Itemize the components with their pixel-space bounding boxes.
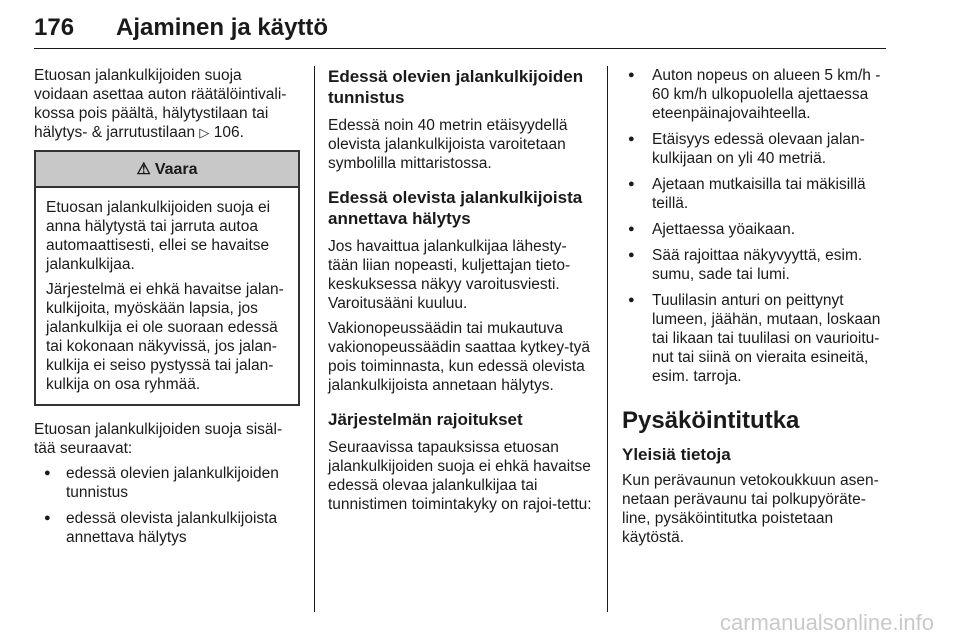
warning-triangle-icon: ⚠: [136, 161, 151, 178]
list-item: ● edessä olevien jalankulkijoiden tunnistus: [34, 464, 300, 502]
detection-paragraph: Edessä noin 40 metrin etäisyydellä olevista jalankulkijoista varoitetaan symbolilla mittaristossa.: [328, 117, 568, 172]
general-paragraph: Kun perävaunun vetokoukkuun asen-netaan perävaunu tai polkupyöräte-line, pysäköintitutka poistetaan käytöstä.: [622, 472, 879, 546]
warning-paragraph: Etuosan jalankulkijoiden suoja ei anna hälytystä tai jarruta autoa automaattisesti, ellei se havaitse jalankulkijaa.: [46, 199, 271, 273]
section-heading-limitations: Järjestelmän rajoitukset: [328, 410, 523, 429]
limitations-paragraph: Seuraavissa tapauksissa etuosan jalankulkijoiden suoja ei ehkä havaitse edessä olevaa jalankulkijaa tai tunnistimen toimintakyky on rajoi-tettu:: [328, 439, 592, 513]
column-divider: [314, 66, 315, 612]
chapter-heading-parking: Pysäköintitutka: [622, 407, 800, 434]
list-item: ● Etäisyys edessä olevaan jalan-kulkijaan on yli 40 metriä.: [622, 130, 886, 168]
page-reference-icon: ▷: [199, 125, 210, 140]
warning-header: [36, 152, 298, 188]
list-item: ● Sää rajoittaa näkyvyyttä, esim. sumu, sade tai lumi.: [622, 246, 886, 284]
page-title: Ajaminen ja käyttö: [116, 14, 329, 41]
page-header: [34, 14, 886, 49]
warning-box: [34, 150, 300, 406]
section-heading-general: Yleisiä tietoja: [622, 445, 731, 464]
column-divider: [607, 66, 608, 612]
warning-title: Vaara: [154, 161, 198, 178]
watermark: carmanualsonline.info: [719, 610, 934, 635]
column-middle: [328, 66, 592, 520]
page-number: 176: [34, 14, 75, 41]
column-left: [34, 66, 300, 555]
alert-paragraph: Jos havaittua jalankulkijaa lähesty-tään liian nopeasti, kuljettajan tieto-keskuksessa näkyy varoitusviesti. Varoitusääni kuuluu.: [328, 238, 571, 312]
section-heading-alert: Edessä olevista jalankulkijoista annettava hälytys: [328, 188, 583, 228]
list-item: ● edessä olevista jalankulkijoista annettava hälytys: [34, 509, 300, 547]
list-item: ● Ajettaessa yöaikaan.: [622, 220, 886, 239]
warning-body: [36, 188, 298, 404]
list-item: ● Tuulilasin anturi on peittynyt lumeen, jäähän, mutaan, loskaan tai likaan tai tuulilasi on vaurioitu-nut tai siinä on vieraita esineitä, esim. tarroja.: [622, 291, 886, 386]
warning-paragraph: Järjestelmä ei ehkä havaitse jalan-kulkijoita, myöskään lapsia, jos jalankulkija ei ole suoraan edessä tai kokonaan näkyvissä, jos jalan-kulkija ei seiso pystyssä tai jalan-kulkija on osa ryhmää.: [46, 281, 284, 393]
feature-list: [34, 464, 300, 547]
list-item: ● Ajetaan mutkaisilla tai mäkisillä teillä.: [622, 175, 886, 213]
section-heading-detection: Edessä olevien jalankulkijoiden tunnistus: [328, 67, 584, 107]
column-right: [622, 66, 886, 553]
limitations-list: [622, 66, 886, 386]
contains-paragraph: Etuosan jalankulkijoiden suoja sisäl-tää seuraavat:: [34, 421, 283, 457]
intro-ref-page[interactable]: 106.: [213, 124, 244, 141]
alert-paragraph: Vakionopeussäädin tai mukautuva vakionopeussäädin saattaa kytkey-tyä pois toiminnasta, kun edessä olevista jalankulkijoista annetaan hälytys.: [328, 320, 590, 394]
list-item: ● Auton nopeus on alueen 5 km/h - 60 km/h ulkopuolella ajettaessa eteenpäinajovaihteella.: [622, 66, 886, 123]
intro-paragraph: Etuosan jalankulkijoiden suoja voidaan asettaa auton räätälöintivali-kossa pois päältä, hälytystilaan tai hälytys- & jarrutustilaan ▷ 106.: [34, 67, 287, 141]
